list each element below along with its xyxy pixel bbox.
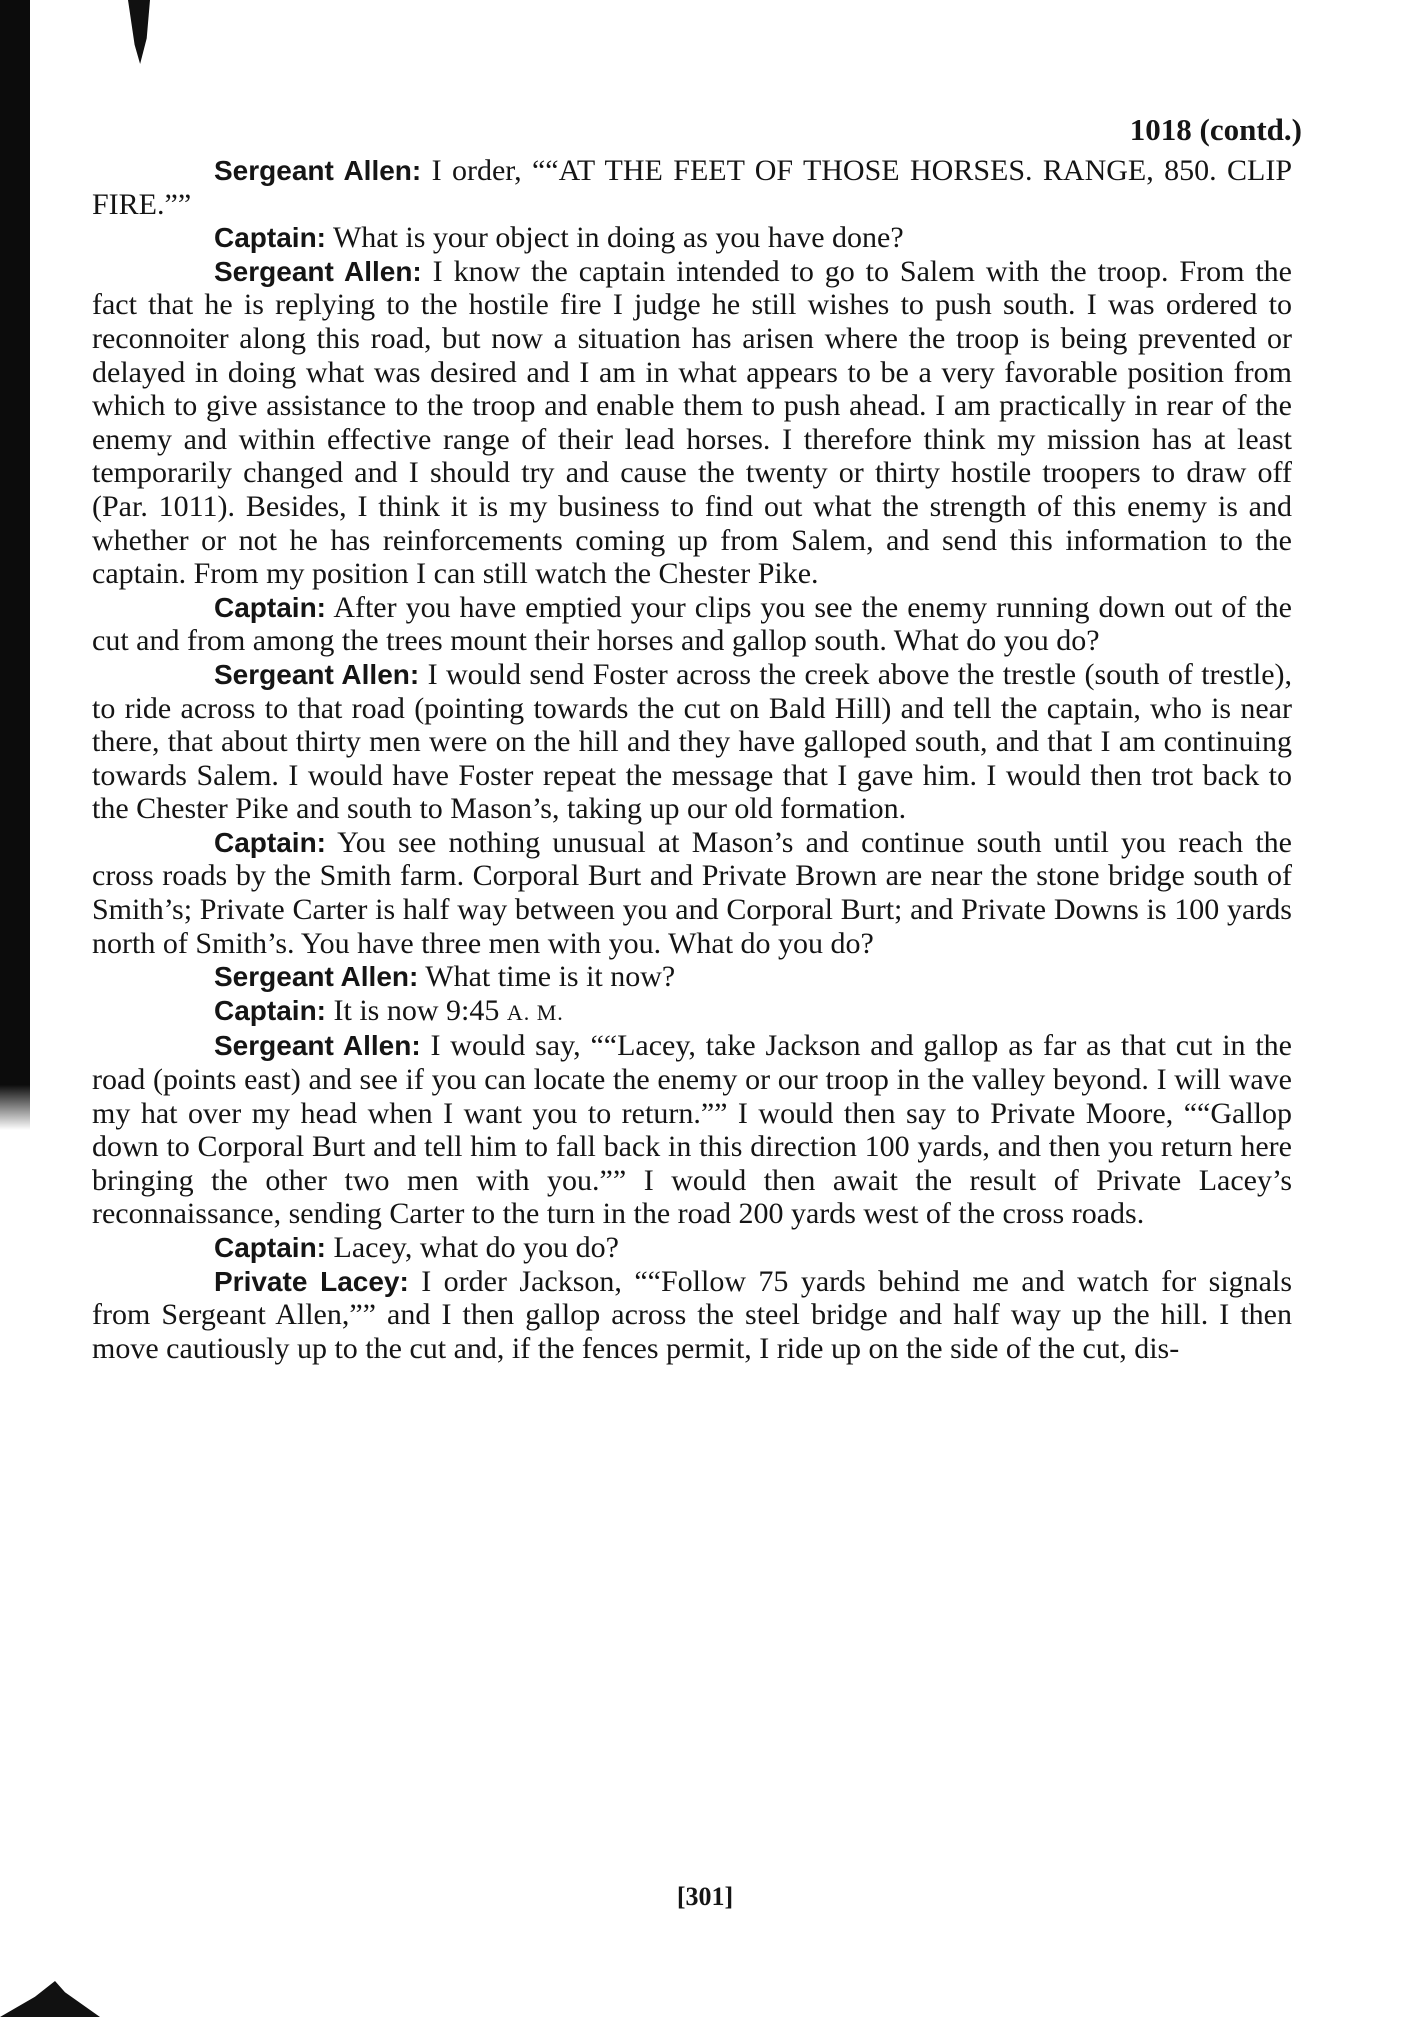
speaker-name: Private Lacey: (214, 1265, 409, 1297)
page-number: [301] (676, 1882, 734, 1911)
speaker-name: Sergeant Allen: (214, 658, 420, 690)
speaker-name: Captain: (214, 826, 326, 858)
dialogue-text: What is your object in doing as you have done? (326, 221, 904, 255)
scan-artifact-top (128, 0, 150, 64)
dialogue-text: What time is it now? (418, 960, 676, 994)
speaker-name: Captain: (214, 591, 326, 623)
dialogue-paragraph (92, 658, 1292, 826)
dialogue-text: I know the captain intended to go to Salem with the troop. From the fact that he is replying to the hostile fire I judge he still wishes to push south. I was ordered to reconnoiter along this road, but now a situation has arisen where the troop is being prevented or delayed in doing what was desired and I am in what appears to be a very favorable position from which to give assistance to the troop and enable them to push ahead. I am practically in rear of the enemy and within effective range of their lead horses. I therefore think my mission has at least temporarily changed and I should try and cause the twenty or thirty hostile troopers to draw off (Par. 1011). Besides, I think it is my business to find out what the strength of this enemy is and whether or not he has reinforcements coming up from Salem, and send this information to the captain. From my position I can still watch the Chester Pike. (92, 254, 1292, 591)
speaker-name: Sergeant Allen: (214, 255, 422, 287)
dialogue-paragraph (92, 255, 1292, 591)
speaker-name: Captain: (214, 1232, 326, 1263)
paragraph-reference: 1018 (contd.) (1129, 112, 1302, 147)
dialogue-text: You see nothing unusual at Mason’s and continue south until you reach the cross roads by the Smith farm. Corporal Burt and Private Brown are near the stone bridge south of Smith’s; Private Carter is half way between you and Corporal Burt; and Private Downs is 100 yards north of Smith’s. You have three men with you. What do you do? (92, 825, 1292, 960)
dialogue-text: Lacey, what do you do? (326, 1231, 619, 1264)
speaker-name: Sergeant Allen: (214, 961, 419, 993)
dialogue-text: I would say, ““Lacey, take Jackson and gallop as far as that cut in the road (points east) and see if you can locate the enemy or our troop in the valley beyond. I will wave my hat over my head when I want you to return.”” I would then say to Private Moore, ““Gallop down to Corporal Burt and tell him to fall back in this direction 100 yards, and then you return here bringing the other two men with you.”” I would then await the result of Private Lacey’s reconnaissance, sending Carter to the turn in the road 200 yards west of the cross roads. (92, 1029, 1292, 1231)
dialogue-paragraph (92, 591, 1292, 658)
dialogue-paragraph (92, 154, 1292, 221)
scan-edge-shadow (0, 0, 30, 1130)
dialogue-paragraph (92, 1029, 1292, 1231)
dialogue-paragraph (92, 960, 1292, 994)
scan-artifact-bottom (0, 1972, 100, 2017)
speaker-name: Captain: (214, 994, 326, 1026)
dialogue-paragraph (92, 994, 1292, 1030)
speaker-name: Captain: (214, 222, 326, 254)
speaker-name: Sergeant Allen: (214, 155, 422, 186)
time-suffix: A. M. (506, 999, 564, 1025)
dialogue-text: I would send Foster across the creek above the trestle (south of trestle), to ride across to that road (pointing towards the cut on Bald Hill) and tell the captain, who is near there, that about thirty men were on the hill and they have galloped south, and that I am continuing towards Salem. I would have Foster repeat the message that I gave him. I would then trot back to the Chester Pike and south to Mason’s, taking up our old formation. (92, 657, 1292, 826)
dialogue-text: It is now 9:45 (326, 993, 507, 1027)
speaker-name: Sergeant Allen: (214, 1030, 421, 1062)
dialogue-text: After you have emptied your clips you see the enemy running down out of the cut and from among the trees mount their horses and gallop south. What do you do? (92, 590, 1292, 658)
dialogue-paragraph (92, 1231, 1292, 1265)
dialogue-paragraph (92, 221, 1292, 255)
page-body (92, 110, 1302, 1365)
dialogue-paragraph (92, 1265, 1292, 1366)
dialogue-text: I order, ““AT THE FEET OF THOSE HORSES. RANGE, 850. CLIP FIRE.”” (92, 154, 1293, 221)
dialogue-text: I order Jackson, ““Follow 75 yards behind me and watch for signals from Sergeant Allen,”” and I then gallop across the steel bridge and half way up the hill. I then move cautiously up to the cut and, if the fences permit, I ride up on the side of the cut, dis- (92, 1264, 1292, 1365)
dialogue-paragraph (92, 826, 1292, 960)
